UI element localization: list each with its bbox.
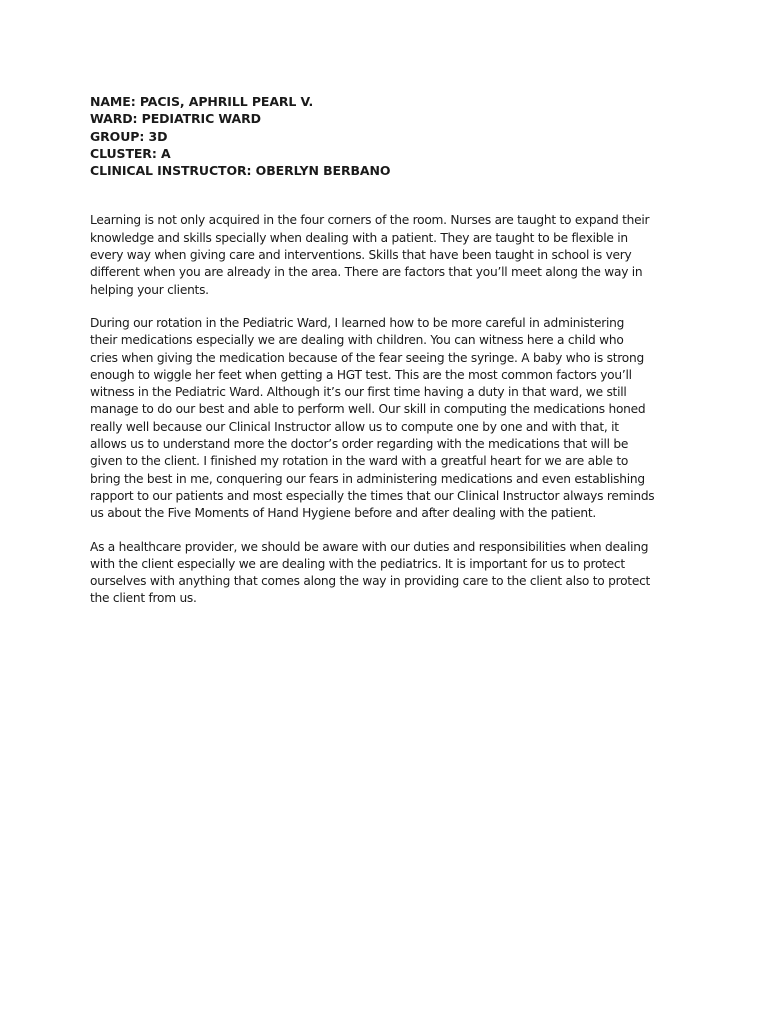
paragraph-conclusion <box>90 539 690 608</box>
paragraph-line: us about the Five Moments of Hand Hygiene before and after dealing with the patient. <box>90 506 596 521</box>
paragraph-line: allows us to understand more the doctor’s order regarding with the medications that will be <box>90 437 629 452</box>
paragraph-line: cries when giving the medication because of the fear seeing the syringe. A baby who is strong <box>90 350 644 365</box>
paragraph-line: rapport to our patients and most especially the times that our Clinical Instructor always reminds <box>90 488 655 503</box>
paragraph-line: knowledge and skills specially when dealing with a patient. They are taught to be flexible in <box>90 230 628 245</box>
paragraph-line: the client from us. <box>90 591 197 606</box>
reflection-body <box>90 212 690 607</box>
student-name: NAME: PACIS, APHRILL PEARL V. <box>90 94 314 109</box>
paragraph-line: given to the client. I finished my rotation in the ward with a greatful heart for we are able to <box>90 454 629 469</box>
paragraph-line: Learning is not only acquired in the four corners of the room. Nurses are taught to expand their <box>90 213 650 228</box>
paragraph-line: different when you are already in the area. There are factors that you’ll meet along the way in <box>90 265 643 280</box>
paragraph-line: ourselves with anything that comes along the way in providing care to the client also to protect <box>90 574 651 589</box>
paragraph-intro <box>90 212 690 298</box>
ward-label: WARD: PEDIATRIC WARD <box>90 111 261 127</box>
document-page <box>90 93 690 624</box>
paragraph-rotation <box>90 315 690 523</box>
cluster-label: CLUSTER: A <box>90 145 171 161</box>
paragraph-line: with the client especially we are dealing with the pediatrics. It is important for us to protect <box>90 556 625 571</box>
paragraph-line: every way when giving care and interventions. Skills that have been taught in school is very <box>90 248 632 263</box>
paragraph-line: helping your clients. <box>90 282 209 297</box>
paragraph-line: During our rotation in the Pediatric Ward, I learned how to be more careful in administering <box>90 315 625 330</box>
clinical-instructor-label: CLINICAL INSTRUCTOR: OBERLYN BERBANO <box>90 163 391 179</box>
paragraph-line: manage to do our best and able to perform well. Our skill in computing the medications honed <box>90 402 646 417</box>
student-info-header <box>90 93 690 179</box>
paragraph-line: witness in the Pediatric Ward. Although it’s our first time having a duty in that ward, we still <box>90 385 627 400</box>
paragraph-line: really well because our Clinical Instructor allow us to compute one by one and with that, it <box>90 419 619 434</box>
paragraph-line: their medications especially we are dealing with children. You can witness here a child who <box>90 333 624 348</box>
paragraph-line: As a healthcare provider, we should be aware with our duties and responsibilities when dealing <box>90 539 649 554</box>
group-label: GROUP: 3D <box>90 128 168 144</box>
paragraph-line: bring the best in me, conquering our fears in administering medications and even establishing <box>90 471 645 486</box>
paragraph-line: enough to wiggle her feet when getting a HGT test. This are the most common factors you’ll <box>90 367 632 382</box>
